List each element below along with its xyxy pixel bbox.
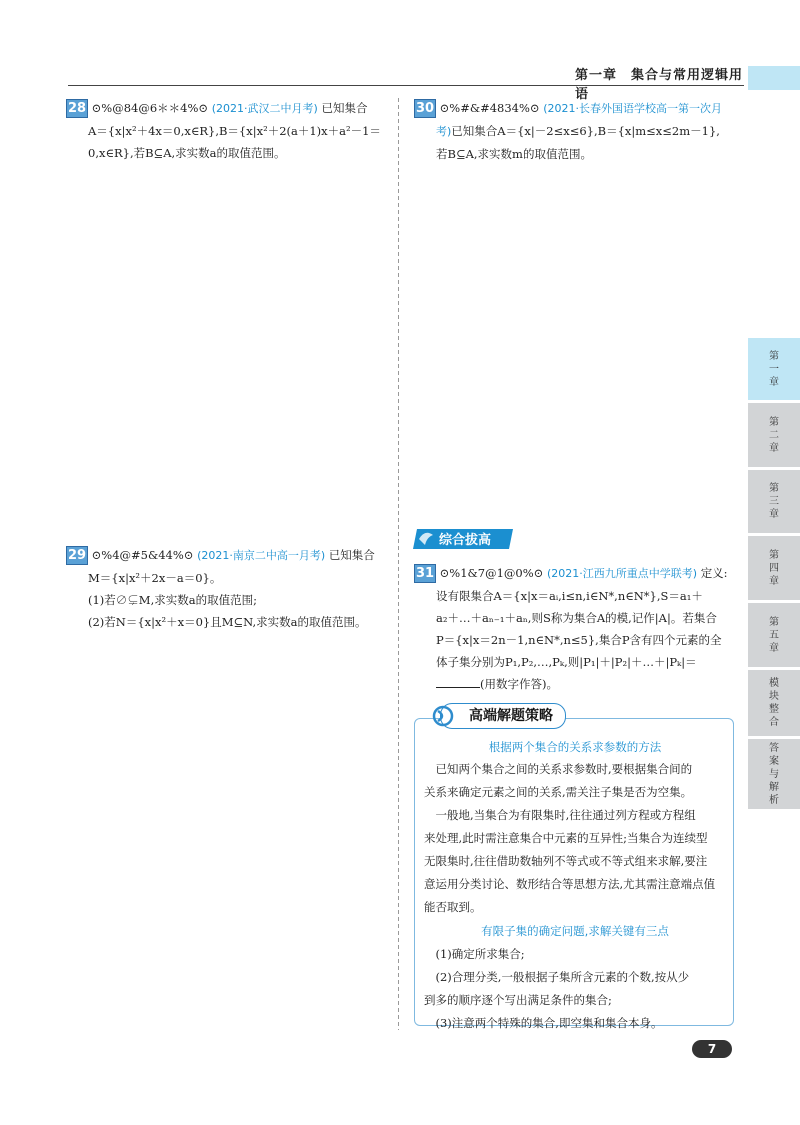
- side-tab-chapter-3[interactable]: 第三章: [748, 470, 800, 533]
- question-text: A＝{x|x²＋4x＝0,x∈R},B＝{x|x²＋2(a＋1)x＋a²－1＝: [88, 124, 381, 138]
- strategy-paragraph: 关系来确定元素之间的关系,需关注子集是否为空集。: [424, 785, 693, 799]
- question-code: ⊙%@84@6＊＊4%⊙: [91, 101, 209, 115]
- question-text: 已知集合A＝{x|－2≤x≤6},B＝{x|m≤x≤2m－1},: [451, 124, 720, 138]
- strategy-item: (1)确定所求集合;: [424, 947, 525, 961]
- section-banner: [413, 527, 513, 551]
- question-text: 体子集分别为P₁,P₂,…,Pₖ,则|P₁|＋|P₂|＋…＋|Pₖ|＝: [436, 655, 697, 669]
- side-tab-chapter-4[interactable]: 第四章: [748, 536, 800, 600]
- answer-blank[interactable]: [436, 687, 480, 688]
- question-source: (2021·武汉二中月考): [211, 102, 318, 115]
- strategy-heading-2: 有限子集的确定问题,求解关键有三点: [481, 924, 669, 938]
- question-31: [414, 562, 744, 695]
- question-number: 31: [415, 566, 435, 581]
- strategy-paragraph: 无限集时,往往借助数轴列不等式或不等式组来求解,要注: [424, 854, 708, 868]
- question-28: [66, 97, 391, 164]
- section-banner-label: 综合拔高: [439, 533, 492, 548]
- side-tab-chapter-1[interactable]: 第一章: [748, 338, 800, 400]
- strategy-item: (3)注意两个特殊的集合,即空集和集合本身。: [424, 1016, 663, 1030]
- question-source: (2021·南京二中高一月考): [197, 549, 326, 562]
- question-text: 已知集合: [328, 548, 375, 562]
- question-text: a₂＋…＋aₙ₋₁＋aₙ,则S称为集合A的模,记作|A|。若集合: [436, 611, 717, 625]
- strategy-content: [424, 736, 726, 1035]
- question-text: M＝{x|x²＋2x－a＝0}。: [88, 571, 222, 585]
- question-text: 已知集合: [321, 101, 368, 115]
- side-tab-chapter-5[interactable]: 第五章: [748, 603, 800, 667]
- question-number: 28: [67, 101, 87, 116]
- question-text: (用数字作答)。: [480, 677, 558, 691]
- question-text: 设有限集合A＝{x|x＝aᵢ,i≤n,i∈N*,n∈N*},S＝a₁＋: [436, 589, 703, 603]
- column-divider: [398, 98, 399, 1030]
- strategy-paragraph: 已知两个集合之间的关系求参数时,要根据集合间的: [424, 762, 693, 776]
- question-code: ⊙%#&#4834%⊙: [439, 101, 540, 115]
- question-source: (2021·江西九所重点中学联考): [546, 567, 698, 580]
- question-part-1: (1)若∅⊊M,求实数a的取值范围;: [88, 593, 257, 607]
- strategy-paragraph: 来处理,此时需注意集合中元素的互异性;当集合为连续型: [424, 831, 708, 845]
- question-source: (2021·长春外国语学校高一第一次月: [543, 102, 722, 115]
- question-part-2: (2)若N＝{x|x²＋x＝0}且M⊆N,求实数a的取值范围。: [88, 615, 367, 629]
- strategy-item: (2)合理分类,一般根据子集所含元素的个数,按从少: [424, 970, 690, 984]
- question-text: 0,x∈R},若B⊆A,求实数a的取值范围。: [88, 146, 286, 160]
- header-corner-block: [748, 66, 800, 90]
- side-tab-module[interactable]: 模块整合: [748, 670, 800, 736]
- question-text: P＝{x|x＝2n－1,n∈N*,n≤5},集合P含有四个元素的全: [436, 633, 722, 647]
- question-text: 定义:: [700, 566, 728, 580]
- strategy-heading-1: 根据两个集合的关系求参数的方法: [488, 740, 662, 754]
- chapter-header-title: 第一章 集合与常用逻辑用语: [575, 68, 744, 102]
- side-tab-chapter-2[interactable]: 第二章: [748, 403, 800, 467]
- header-rule: [68, 85, 744, 86]
- question-source: 考): [436, 125, 452, 138]
- strategy-icon: [432, 705, 454, 727]
- strategy-paragraph: 能否取到。: [424, 900, 482, 914]
- side-tab-answers[interactable]: 答案与解析: [748, 739, 800, 809]
- strategy-item: 到多的顺序逐个写出满足条件的集合;: [424, 993, 612, 1007]
- question-code: ⊙%1&7@1@0%⊙: [439, 566, 544, 580]
- question-number: 30: [415, 101, 435, 116]
- strategy-tag: 高端解题策略: [440, 703, 566, 729]
- page-number: 7: [692, 1040, 732, 1058]
- strategy-paragraph: 意运用分类讨论、数形结合等思想方法,尤其需注意端点值: [424, 877, 716, 891]
- question-text: 若B⊆A,求实数m的取值范围。: [436, 147, 592, 161]
- question-30: [414, 97, 744, 165]
- strategy-paragraph: 一般地,当集合为有限集时,往往通过列方程或方程组: [424, 808, 696, 822]
- question-29: [66, 544, 391, 633]
- question-number: 29: [67, 548, 87, 563]
- question-code: ⊙%4@#5&44%⊙: [91, 548, 194, 562]
